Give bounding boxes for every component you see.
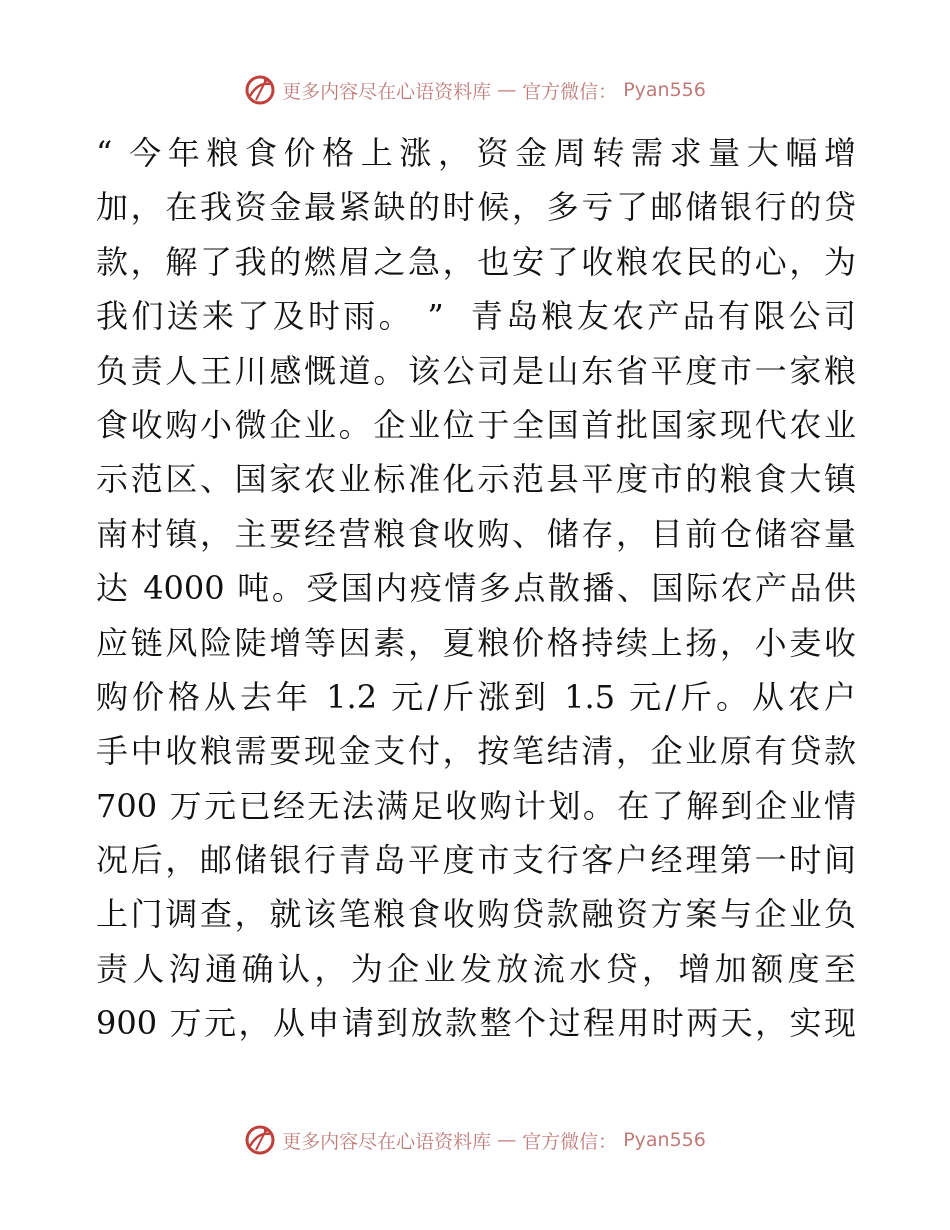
paragraph-line: 应链风险陡增等因素，夏粮价格持续上扬，小麦收 — [96, 623, 856, 662]
banner-wechat-label: 官方微信： — [522, 1130, 618, 1153]
banner-wechat-label: 官方微信： — [522, 80, 618, 103]
paragraph-line: 负责人王川感慨道。该公司是山东省平度市一家粮 — [96, 351, 856, 390]
paragraph-line: 购价格从去年 1.2 元/斤涨到 1.5 元/斤。从农户 — [96, 677, 856, 716]
paragraph-line: 加，在我资金最紧缺的时候，多亏了邮储银行的贷 — [96, 188, 856, 227]
paragraph-line: 我们送来了及时雨。 ” 青岛粮友农产品有限公司 — [96, 297, 856, 336]
paragraph-line: 上门调查，就该笔粮食收购贷款融资方案与企业负 — [96, 895, 856, 934]
banner-title: 更多内容尽在心语资料库 — [282, 80, 492, 103]
header-watermark-banner — [0, 72, 950, 108]
paragraph-line: 南村镇，主要经营粮食收购、储存，目前仓储容量 — [96, 514, 856, 553]
paragraph-line: 手中收粮需要现金支付，按笔结清，企业原有贷款 — [96, 732, 856, 771]
paragraph-line: 700 万元已经无法满足收购计划。在了解到企业情 — [96, 786, 856, 825]
paragraph-line: 达 4000 吨。受国内疫情多点散播、国际农产品供 — [96, 569, 856, 608]
footer-watermark-banner — [0, 1122, 950, 1158]
banner-separator: — — [497, 1129, 517, 1151]
brand-logo-icon — [244, 74, 276, 106]
paragraph-line: 款，解了我的燃眉之急，也安了收粮农民的心，为 — [96, 242, 856, 281]
paragraph-line: “ 今年粮食价格上涨，资金周转需求量大幅增 — [96, 134, 856, 172]
paragraph-line: 900 万元，从申请到放款整个过程用时两天，实现 — [96, 1004, 856, 1043]
paragraph-line: 责人沟通确认，为企业发放流水贷，增加额度至 — [96, 949, 856, 988]
article-paragraph — [96, 126, 856, 1051]
banner-wechat-id: Pyan556 — [623, 1129, 706, 1151]
banner-wechat-id: Pyan556 — [623, 79, 706, 101]
paragraph-line: 示范区、国家农业标准化示范县平度市的粮食大镇 — [96, 460, 856, 499]
brand-logo-icon — [244, 1124, 276, 1156]
banner-title: 更多内容尽在心语资料库 — [282, 1130, 492, 1153]
banner-separator: — — [497, 79, 517, 101]
paragraph-line: 食收购小微企业。企业位于全国首批国家现代农业 — [96, 405, 856, 444]
paragraph-line: 况后，邮储银行青岛平度市支行客户经理第一时间 — [96, 841, 856, 880]
